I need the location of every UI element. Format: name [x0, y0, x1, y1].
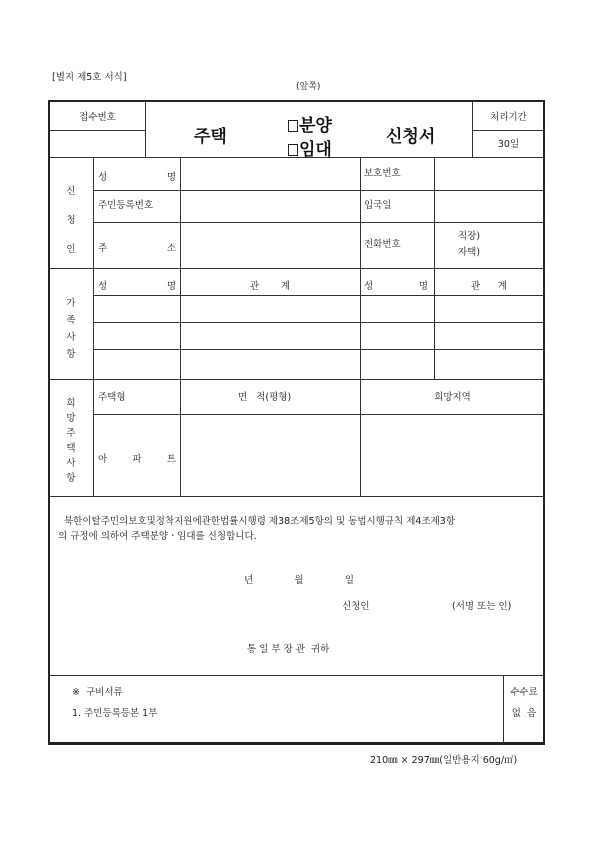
family-relation-header-2: 관 계 — [471, 281, 507, 292]
housing-type-label: 주택형 — [98, 392, 126, 403]
recipient-line: 통 일 부 장 관 귀하 — [247, 644, 330, 655]
protection-number-label: 보호번호 — [364, 168, 401, 179]
statement-line-1: 북한이탈주민의보호및정착지원에관한법률시행령 제38조제5항의 및 동법시행규칙 제4조제3항 — [64, 516, 456, 527]
statement-line-2: 의 규정에 의하여 주택분양ㆍ임대를 신청합니다. — [58, 531, 257, 542]
title-option-lease — [288, 135, 332, 160]
phone-label: 전화번호 — [364, 239, 401, 250]
receipt-number-label: 접수번호 — [79, 112, 116, 123]
sale-option-label: 분양 — [299, 116, 332, 136]
header-divider-right — [472, 130, 545, 131]
housing-section-label: 희 망 주 택 사 항 — [66, 398, 76, 484]
lease-option-label: 임대 — [299, 140, 332, 160]
signature-placeholder: (서명 또는 인) — [452, 601, 512, 612]
header-divider-left — [50, 130, 145, 131]
housing-bottom-line — [50, 496, 545, 497]
applicant-right-vline — [434, 157, 435, 268]
family-row-line-2 — [93, 322, 545, 323]
middle-vline — [360, 157, 361, 496]
applicant-name-label: 성 명 — [98, 172, 176, 183]
sale-checkbox[interactable] — [288, 120, 298, 132]
title-housing: 주택 — [194, 127, 227, 147]
family-right-vline — [434, 268, 435, 379]
home-phone-label: 자택) — [458, 247, 481, 258]
form-number-label: [별지 제5호 서식] — [52, 72, 127, 83]
required-docs-title: ※ 구비서류 — [72, 687, 123, 698]
paper-size-note: 210㎜ × 297㎜(일반용지 60g/㎡) — [370, 755, 518, 766]
applicant-bottom-line — [50, 268, 545, 269]
family-relation-header: 관 계 — [250, 281, 290, 292]
date-line: 년 월 일 — [244, 575, 354, 586]
housing-row-line — [93, 414, 545, 415]
applicant-section-label: 신 청 인 — [66, 186, 76, 255]
application-form — [48, 100, 545, 745]
address-label: 주 소 — [98, 243, 176, 254]
fee-label: 수수료 — [510, 687, 538, 698]
processing-period-label: 처리기간 — [490, 112, 527, 123]
applicant-sign-label: 신청인 — [342, 601, 370, 612]
label-value-vline — [180, 157, 181, 496]
fee-value: 없 음 — [511, 708, 537, 719]
required-doc-item-1: 1. 주민등록등본 1부 — [72, 708, 158, 719]
statement-bottom-line — [50, 675, 545, 676]
family-row-line-3 — [93, 349, 545, 350]
desired-region-label: 희망지역 — [434, 392, 471, 403]
applicant-row-line-1 — [93, 190, 545, 191]
family-name-header: 성 명 — [98, 281, 176, 292]
apartment-label: 아 파 트 — [98, 454, 176, 465]
section-label-vline — [93, 157, 94, 496]
work-phone-label: 직장) — [458, 231, 481, 242]
housing-area-label: 면 적(평형) — [238, 392, 292, 403]
lease-checkbox[interactable] — [288, 144, 298, 156]
family-name-header-2: 성 명 — [364, 281, 428, 292]
processing-period-value: 30일 — [497, 139, 520, 150]
entry-date-label: 입국일 — [364, 200, 392, 211]
front-side-label: (앞쪽) — [296, 82, 321, 92]
family-row-line-1 — [93, 295, 545, 296]
title-option-sale — [288, 111, 332, 136]
family-bottom-line — [50, 379, 545, 380]
title-application: 신청서 — [386, 127, 436, 147]
resident-number-label: 주민등록번호 — [98, 200, 154, 211]
family-section-label: 가 족 사 항 — [66, 298, 76, 360]
applicant-row-line-2 — [93, 222, 545, 223]
header-vline-1 — [145, 102, 146, 157]
